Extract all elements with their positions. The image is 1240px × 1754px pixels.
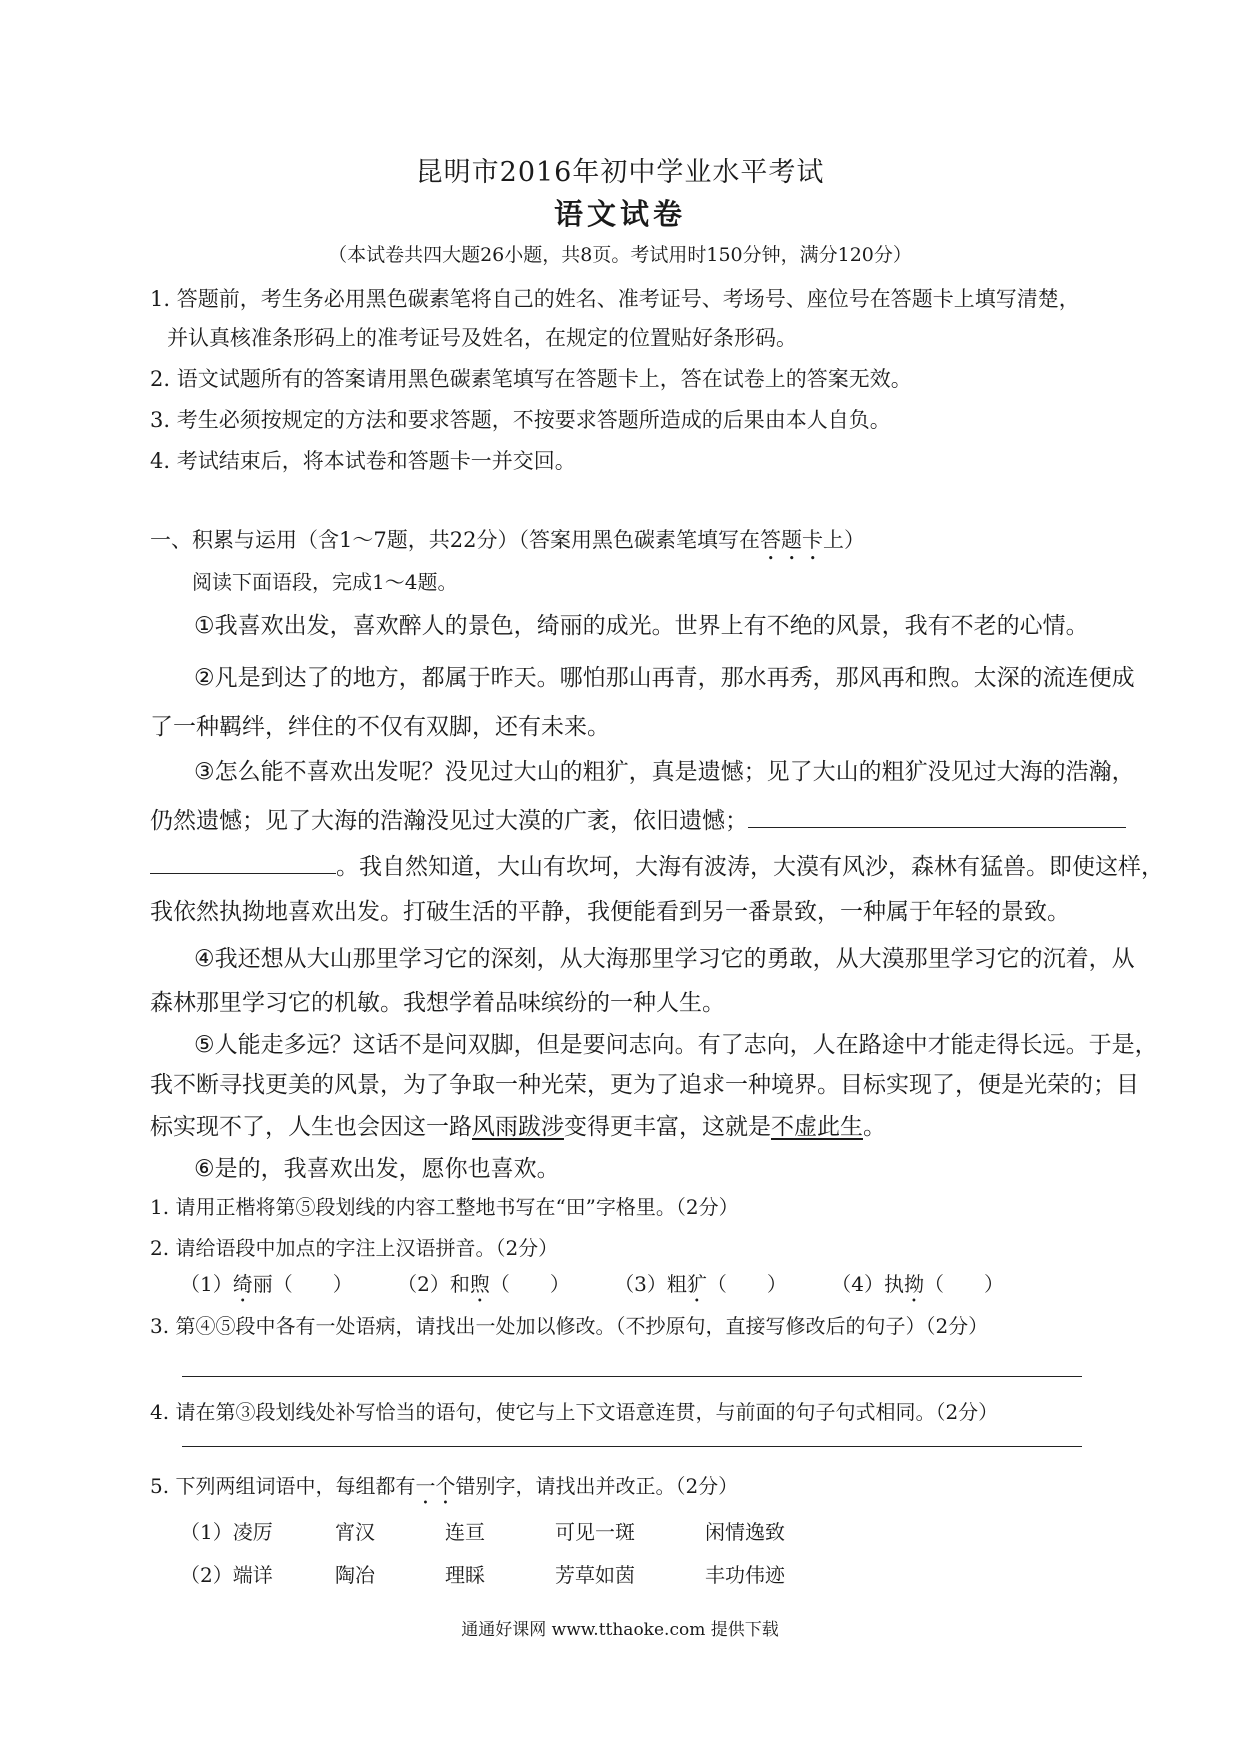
underlined-phrase-2: 不虚此生 xyxy=(771,1114,863,1140)
exam-subject: 语文试卷 xyxy=(553,197,686,231)
section-1-intro: 阅读下面语段，完成1～4题。 xyxy=(192,570,458,594)
passage-para-5a: ⑤人能走多远？这话不是问双脚，但是要问志向。有了志向，人在路途中才能走得长远。于是， xyxy=(194,1032,1158,1058)
question-4: 4. 请在第③段划线处补写恰当的语句，使它与上下文语意连贯，与前面的句子句式相同。（2分） xyxy=(150,1400,999,1424)
passage-para-2b: 了一种羁绊，绊住的不仅有双脚，还有未来。 xyxy=(150,714,610,740)
question-4-answer-line[interactable] xyxy=(182,1446,1082,1447)
section-1-heading: 一、积累与运用（含1～7题，共22分）（答案用黑色碳素笔填写在答题卡上） xyxy=(150,528,865,552)
question-5-row-2: （2）端详 陶冶 理睬 芳草如茵 丰功伟迹 xyxy=(180,1563,785,1587)
notice-3: 3. 考生必须按规定的方法和要求答题，不按要求答题所造成的后果由本人自负。 xyxy=(150,408,891,432)
passage-para-3a: ③怎么能不喜欢出发呢？没见过大山的粗犷，真是遗憾；见了大山的粗犷没见过大海的浩瀚， xyxy=(194,759,1135,785)
passage-para-3c: 。我自然知道，大山有坎坷，大海有波涛，大漠有风沙，森林有猛兽。即使这样， xyxy=(150,847,1164,881)
question-3-answer-line[interactable] xyxy=(182,1376,1082,1377)
passage-para-2a: ②凡是到达了的地方，都属于昨天。哪怕那山再青，那水再秀，那风再和煦。太深的流连便成 xyxy=(194,665,1135,691)
exam-meta: （本试卷共四大题26小题，共8页。考试用时150分钟，满分120分） xyxy=(328,244,912,266)
question-2: 2. 请给语段中加点的字注上汉语拼音。（2分） xyxy=(150,1236,559,1260)
question-5: 5. 下列两组词语中，每组都有一个错别字，请找出并改正。（2分） xyxy=(150,1474,739,1498)
passage-para-4b: 森林那里学习它的机敏。我想学着品味缤纷的一种人生。 xyxy=(150,990,725,1016)
question-5-row-1: （1）凌厉 宵汉 连亘 可见一斑 闲情逸致 xyxy=(180,1520,785,1544)
passage-para-4a: ④我还想从大山那里学习它的深刻，从大海那里学习它的勇敢，从大漠那里学习它的沉着，从 xyxy=(194,946,1135,972)
passage-para-5b: 我不断寻找更美的风景，为了争取一种光荣，更为了追求一种境界。目标实现了，便是光荣的；目 xyxy=(150,1072,1139,1098)
passage-para-3d: 我依然执拗地喜欢出发。打破生活的平静，我便能看到另一番景致，一种属于年轻的景致。 xyxy=(150,899,1070,925)
passage-para-1: ①我喜欢出发，喜欢醉人的景色，绮丽的成光。世界上有不绝的风景，我有不老的心情。 xyxy=(194,613,1089,639)
notice-4: 4. 考试结束后，将本试卷和答题卡一并交回。 xyxy=(150,449,576,473)
notice-2: 2. 语文试题所有的答案请用黑色碳素笔填写在答题卡上，答在试卷上的答案无效。 xyxy=(150,367,912,391)
passage-para-5c: 标实现不了，人生也会因这一路风雨跋涉变得更丰富，这就是不虚此生。 xyxy=(150,1114,886,1140)
question-3: 3. 第④⑤段中各有一处语病，请找出一处加以修改。（不抄原句，直接写修改后的句子）（2分） xyxy=(150,1314,989,1338)
para-3-blank-2[interactable] xyxy=(150,847,336,874)
para-3-blank-1[interactable] xyxy=(748,801,1126,828)
notice-1-cont: 并认真核准条形码上的准考证号及姓名，在规定的位置贴好条形码。 xyxy=(167,326,797,350)
question-1: 1. 请用正楷将第⑤段划线的内容工整地书写在“田”字格里。（2分） xyxy=(150,1195,739,1219)
page-footer: 通通好课网 www.tthaoke.com 提供下载 xyxy=(461,1620,779,1640)
underlined-phrase-1: 风雨跋涉 xyxy=(472,1114,564,1140)
passage-para-3b: 仍然遗憾；见了大海的浩瀚没见过大漠的广袤，依旧遗憾； xyxy=(150,801,1126,835)
question-2-options: （1）绮丽（ ） （2）和煦（ ） （3）粗犷（ ） （4）执拗（ ） xyxy=(180,1272,1005,1296)
notice-1: 1. 答题前，考生务必用黑色碳素笔将自己的姓名、准考证号、考场号、座位号在答题卡上填写清楚， xyxy=(150,287,1080,311)
passage-para-6: ⑥是的，我喜欢出发，愿你也喜欢。 xyxy=(194,1156,560,1182)
exam-title: 昆明市2016年初中学业水平考试 xyxy=(415,157,825,188)
